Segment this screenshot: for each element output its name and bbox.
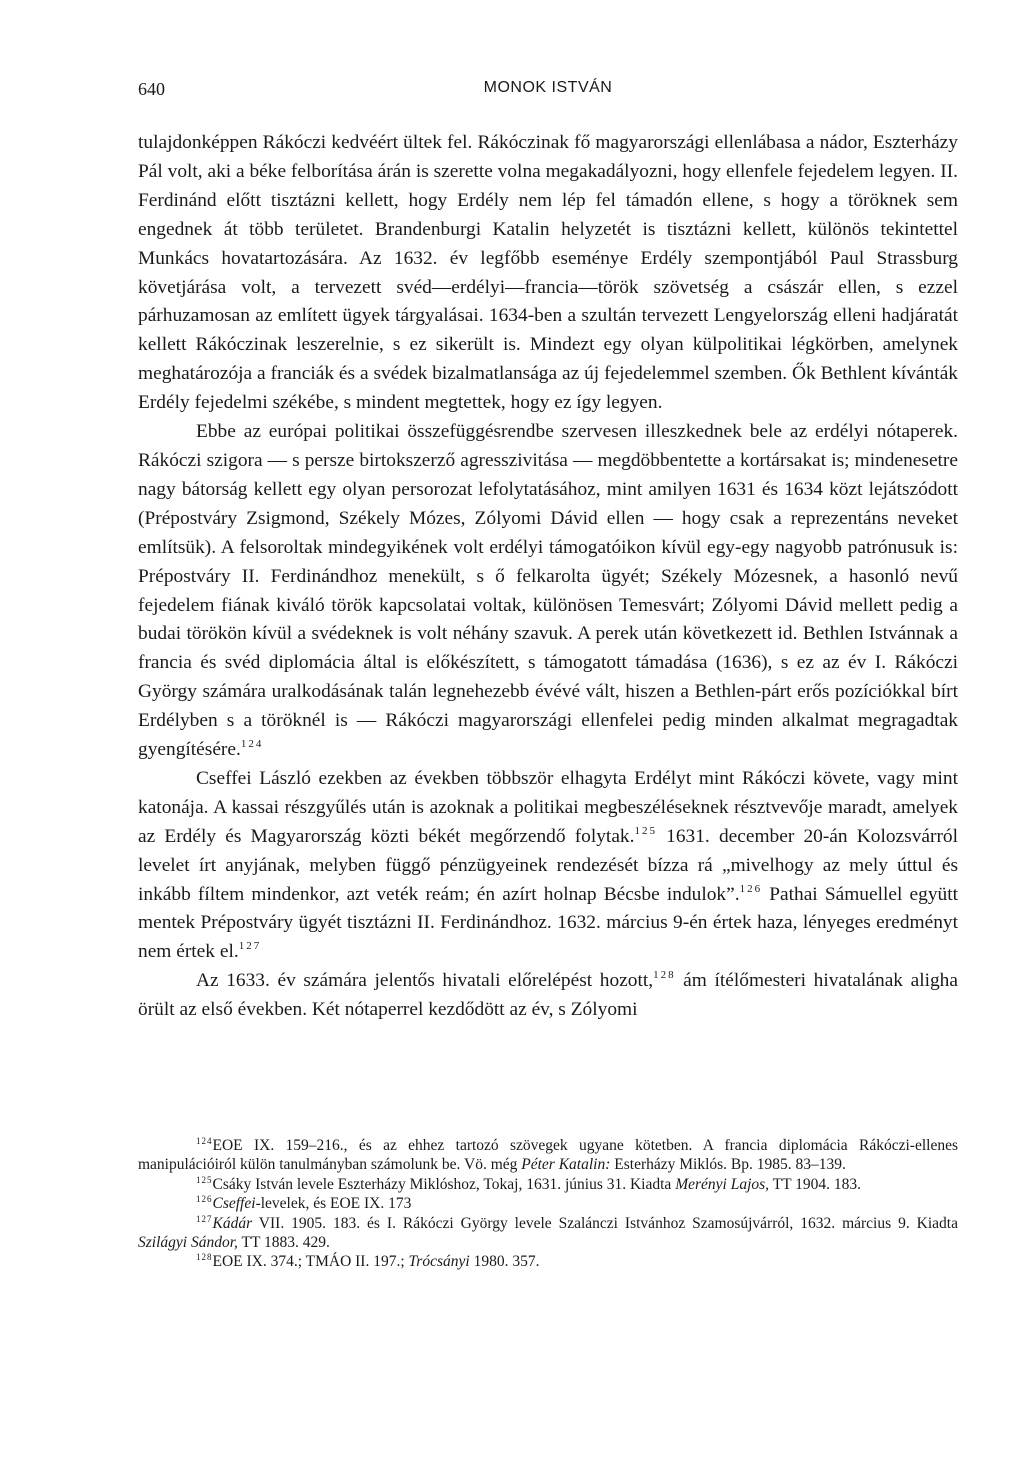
paragraph: [138, 129, 958, 418]
paragraph: [138, 418, 958, 765]
paragraph-text: ám ítélőmesteri hivatalának aligha örült az első években. Két nótaperrel kezdődött az év, s Zólyomi: [138, 970, 958, 1021]
footnote: [138, 1252, 958, 1271]
footnote-text: 1980. 357.: [469, 1253, 540, 1271]
footnote: [138, 1194, 958, 1213]
footnote-author: Péter Katalin:: [521, 1156, 611, 1174]
footnote-author: Kádár: [212, 1214, 253, 1232]
footnote-ref: 128: [653, 969, 676, 982]
footnote-ref: 124: [240, 738, 264, 751]
footnote-ref: 125: [634, 824, 657, 837]
footnote-text: VII. 1905. 183. és I. Rákóczi György levele Szalánczi Istvánhoz Szamosújvárról, 1632. március 9. Kiadta: [252, 1214, 958, 1232]
running-head: MONOK ISTVÁN: [483, 79, 613, 96]
footnote: [138, 1175, 958, 1194]
footnote-text: Esterházy Miklós. Bp. 1985. 83–139.: [610, 1156, 846, 1174]
footnote-text: Csáky István levele Eszterházy Miklóshoz, Tokaj, 1631. június 31. Kiadta: [212, 1175, 676, 1193]
footnote-author: Merényi Lajos,: [675, 1175, 770, 1193]
footnote-number: 124: [196, 1136, 213, 1146]
paragraph-text: Cseffei László ezekben az években többször elhagyta Erdélyt mint Rákóczi követe, vagy mint katonája. A kassai részgyűlés után is azoknak a politikai megbeszéléseknek résztvevője maradt, amelyek az Erdély és Magyarország közti békét megőrzendő folytak.: [138, 767, 958, 847]
page-header: [138, 79, 958, 101]
paragraph-text: tulajdonképpen Rákóczi kedvéért ültek fel. Rákóczinak fő magyarországi ellenlábasa a nádor, Eszterházy Pál volt, aki a béke felborítása árán is szerette volna megakadályozni, hogy ellenfele fejedelem legyen. II. Ferdinánd előtt tisztázni kellett, hogy Erdély nem lép fel támadón ellene, s hogy a töröknek sem engednek át több területet. Brandenburgi Katalin helyzetét is tisztázni kellett, különös tekintettel Munkács hovatartozására. Az 1632. év legfőbb eseménye Erdély szempontjából Paul Strassburg követjárása volt, a tervezett svéd—erdélyi—francia—török szövetség a császár ellen, s ezzel párhuzamosan az említett ügyek tárgyalásai. 1634-ben a szultán tervezett Lengyelország elleni hadjáratát kellett Rákóczinak leszerelnie, s ez sikerült is. Mindezt egy olyan külpolitikai légkörben, amelynek meghatározója a franciák és a svédek bizalmatlansága az új fejedelemmel szemben. Ők Bethlent kívánták Erdély fejedelmi székébe, s mindent megtettek, hogy ez így legyen.: [138, 132, 958, 414]
footnote-text: TT 1883. 429.: [237, 1234, 330, 1252]
paragraph: [138, 967, 958, 1025]
footnote-author: Cseffei: [212, 1195, 256, 1213]
footnote-text: EOE IX. 159–216., és az ehhez tartozó szövegek ugyane kötetben. A francia diplomácia Rákóczi-ellenes manipulációiról külön tanulmányban számolunk be. Vö. még: [138, 1137, 958, 1174]
paragraph-text: Az 1633. év számára jelentős hivatali előrelépést hozott,: [196, 970, 654, 992]
footnote-author: Szilágyi Sándor,: [138, 1234, 238, 1252]
body-text: [138, 129, 958, 1025]
footnote-text: -levelek, és EOE IX. 173: [255, 1195, 412, 1213]
paragraph: [138, 765, 958, 967]
paragraph-text: Pathai Sámuellel együtt mentek Prépostváry ügyét tisztázni II. Ferdinándhoz. 1632. március 9-én értek haza, lényeges eredményt nem értek el.: [138, 883, 958, 963]
footnotes: [138, 1136, 958, 1272]
footnote-number: 125: [196, 1174, 213, 1185]
footnote-text: TT 1904. 183.: [769, 1175, 862, 1193]
paragraph-text: 1631. december 20-án Kolozsvárról levelet írt anyjának, melyben függő pénzügyeinek rendezését bízza rá „mivelhogy az mely úttul és inkább fíltem mindenkor, azt veték reám; én azírt holnap Bécsbe indulok”.: [138, 825, 959, 905]
footnote-ref: 126: [739, 882, 763, 895]
footnote-text: EOE IX. 374.; TMÁO II. 197.;: [212, 1253, 409, 1271]
footnote-ref: 127: [238, 940, 262, 953]
footnote: [138, 1214, 958, 1253]
footnote-number: 128: [196, 1252, 213, 1263]
footnote-author: Trócsányi: [408, 1253, 470, 1271]
footnote-number: 126: [196, 1194, 213, 1205]
page-number: 640: [138, 79, 165, 99]
footnote-number: 127: [196, 1213, 213, 1224]
footnote: [138, 1136, 958, 1175]
paragraph-text: Ebbe az európai politikai összefüggésrendbe szervesen illeszkednek bele az erdélyi nótaperek. Rákóczi szigora — s persze birtokszerző agresszivitása — megdöbbentette a kortársakat is; mindenesetre nagy bátorság kellett egy olyan persorozat lefolytatásához, mint amilyen 1631 és 1634 közt lejátszódott (Prépostváry Zsigmond, Székely Mózes, Zólyomi Dávid ellen — hogy csak a reprezentáns neveket említsük). A felsoroltak mindegyikének volt erdélyi támogatóikon kívül egy-egy nagyobb patrónusuk is: Prépostváry II. Ferdinándhoz menekült, s ő felkarolta ügyét; Székely Mózesnek, a hasonló nevű fejedelem fiának kiváló török kapcsolatai voltak, különösen Temesvárt; Zólyomi Dávid mellett pedig a budai törökön kívül a svédeknek is volt néhány szavuk. A perek után következett id. Bethlen Istvánnak a francia és svéd diplomácia által is előkészített, s támogatott támadása (1636), s ez az év I. Rákóczi György számára uralkodásának talán legnehezebb évévé vált, hiszen a Bethlen-párt erős pozíciókkal bírt Erdélyben s a töröknél is — Rákóczi magyarországi ellenfelei pedig minden alkalmat megragadtak gyengítésére.: [138, 421, 958, 761]
